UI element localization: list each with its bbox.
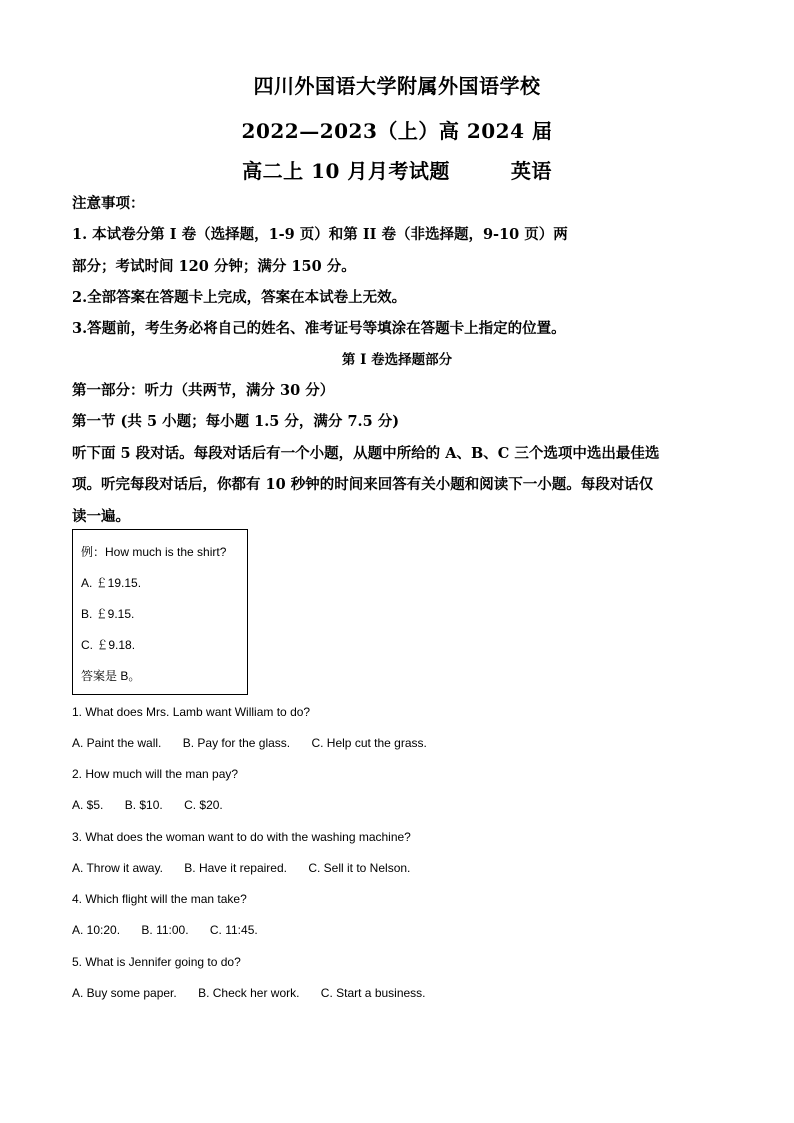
- question-2: 2. How much will the man pay?: [72, 767, 239, 781]
- option-b: B. 11:00.: [141, 923, 189, 937]
- option-c: C. $20.: [184, 798, 223, 812]
- example-answer: 答案是 B。: [81, 669, 141, 683]
- example-box: [72, 529, 248, 695]
- question-4-options: [72, 923, 276, 937]
- volume-heading: 第 I 卷选择题部分: [341, 352, 453, 368]
- question-3: 3. What does the woman want to do with the washing machine?: [72, 830, 411, 844]
- option-a: A. Buy some paper.: [72, 986, 177, 1000]
- part1-heading: 第一部分：听力（共两节，满分 30 分）: [72, 382, 335, 399]
- question-2-options: [72, 798, 241, 812]
- instruction-line-3: 读一遍。: [72, 508, 130, 525]
- subject-title: 英语: [510, 159, 552, 183]
- option-c: C. 11:45.: [209, 923, 258, 937]
- question-1-options: [72, 736, 445, 750]
- question-3-options: [72, 861, 428, 875]
- section1-heading: 第一节 (共 5 小题；每小题 1.5 分，满分 7.5 分): [72, 413, 400, 430]
- note-item-1b: 部分；考试时间 120 分钟；满分 150 分。: [72, 258, 356, 275]
- option-a: A. Paint the wall.: [72, 736, 162, 750]
- question-4: 4. Which flight will the man take?: [72, 892, 247, 906]
- option-a: A. 10:20.: [72, 923, 121, 937]
- note-item-2: 2.全部答案在答题卡上完成，答案在本试卷上无效。: [72, 289, 407, 306]
- option-a: A. Throw it away.: [72, 861, 163, 875]
- option-b: B. Pay for the glass.: [182, 736, 291, 750]
- option-b: B. Check her work.: [198, 986, 300, 1000]
- question-5: 5. What is Jennifer going to do?: [72, 955, 241, 969]
- example-option-a: A. ￡19.15.: [81, 576, 142, 590]
- instruction-line-1: 听下面 5 段对话。每段对话后有一个小题，从题中所给的 A、B、C 三个选项中选出最佳选: [72, 445, 660, 462]
- note-item-3: 3.答题前，考生务必将自己的姓名、准考证号等填涂在答题卡上指定的位置。: [72, 320, 566, 337]
- option-c: C. Sell it to Nelson.: [308, 861, 411, 875]
- example-question: 例：How much is the shirt?: [81, 545, 227, 559]
- note-item-1a: 1. 本试卷分第 I 卷（选择题，1-9 页）和第 II 卷（非选择题，9-10 页）两: [72, 226, 568, 243]
- question-5-options: [72, 986, 444, 1000]
- instruction-line-2: 项。听完每段对话后，你都有 10 秒钟的时间来回答有关小题和阅读下一小题。每段对话仅: [72, 476, 654, 493]
- option-b: B. $10.: [124, 798, 163, 812]
- example-option-b: B. ￡9.15.: [81, 607, 135, 621]
- option-c: C. Start a business.: [320, 986, 426, 1000]
- option-a: A. $5.: [72, 798, 104, 812]
- exam-title-row: [0, 155, 794, 184]
- example-option-c: C. ￡9.18.: [81, 638, 136, 652]
- school-title: 四川外国语大学附属外国语学校: [253, 74, 541, 98]
- notes-heading: 注意事项：: [72, 195, 145, 212]
- question-1: 1. What does Mrs. Lamb want William to do?: [72, 705, 311, 719]
- option-b: B. Have it repaired.: [184, 861, 287, 875]
- academic-year-title: 2022—2023（上）高 2024 届: [241, 119, 553, 143]
- option-c: C. Help cut the grass.: [311, 736, 427, 750]
- exam-title: 高二上 10 月月考试题: [242, 159, 450, 183]
